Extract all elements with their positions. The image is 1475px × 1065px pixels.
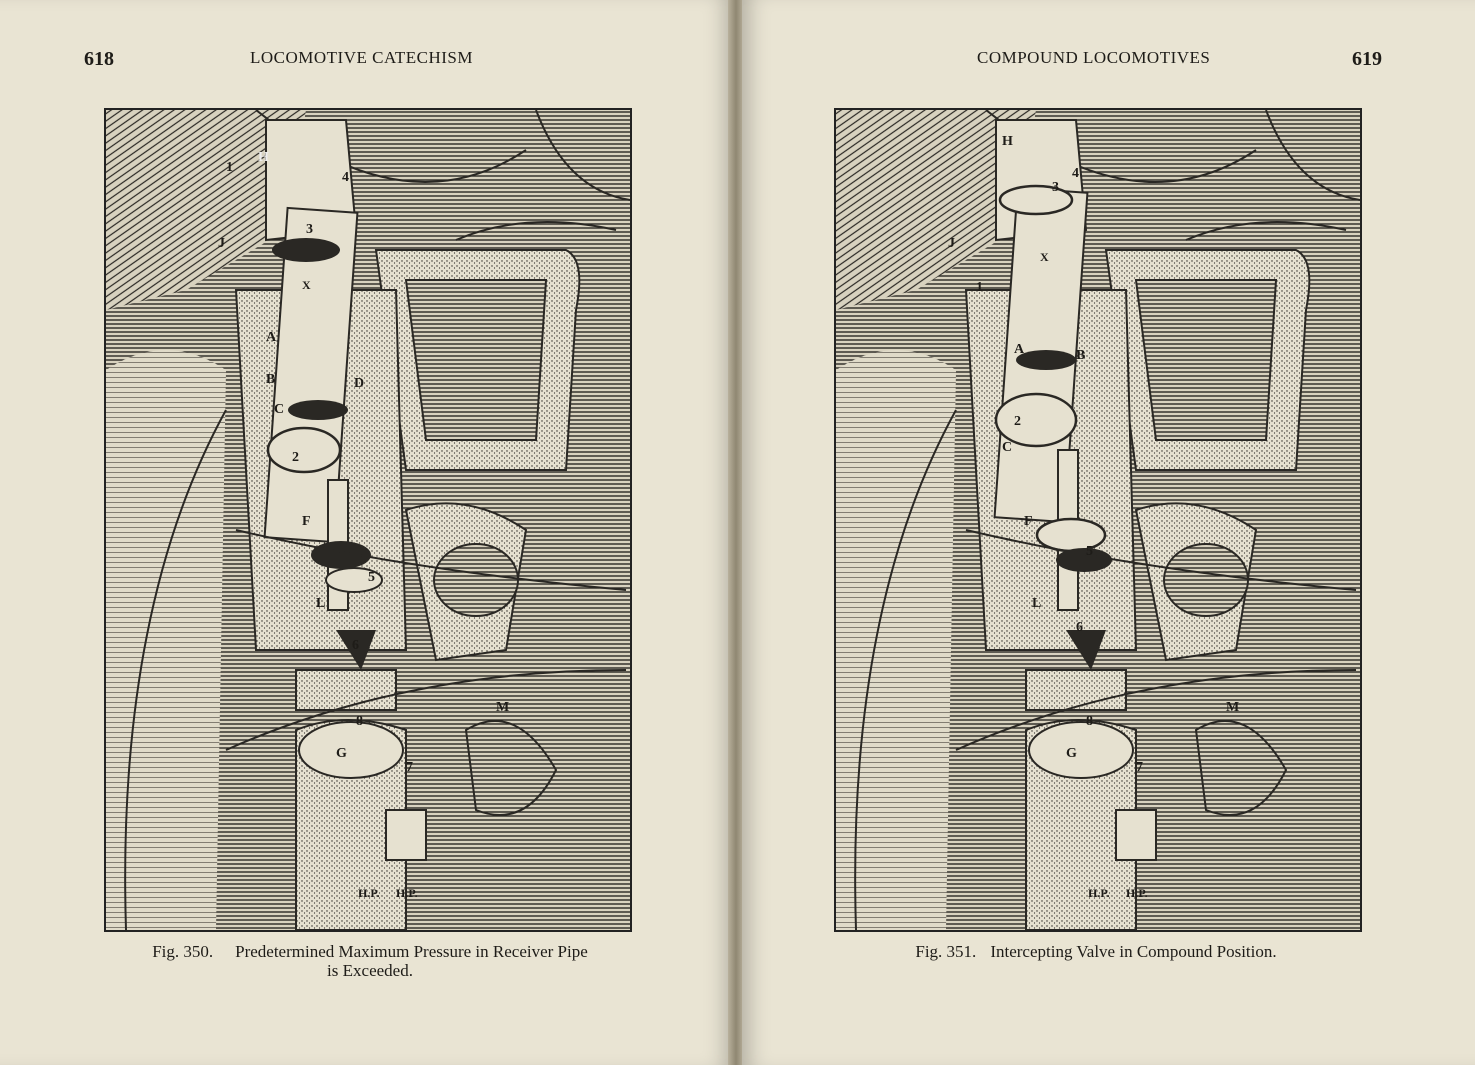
label-g: G [1066, 746, 1077, 761]
left-running-head: LOCOMOTIVE CATECHISM [250, 48, 473, 67]
label-7: 7 [406, 760, 413, 775]
figure-350-caption-line-2: is Exceeded. [327, 961, 413, 980]
label-3: 3 [306, 222, 313, 237]
label-5: 5 [368, 570, 375, 585]
label-1: 1 [226, 160, 233, 175]
figure-351-caption [834, 942, 1358, 961]
label-a: A [266, 330, 277, 345]
intercepting-valve-engraving-351 [836, 110, 1360, 930]
label-j: J [948, 236, 955, 251]
label-6: 6 [352, 638, 359, 653]
label-d: D [354, 376, 365, 391]
label-a: A [1014, 342, 1025, 357]
intercepting-valve-engraving-350 [106, 110, 630, 930]
label-x: X [302, 278, 311, 292]
label-6: 6 [1076, 620, 1083, 635]
label-3: 3 [1052, 180, 1059, 195]
label-8: 8 [356, 714, 363, 729]
label-8: 8 [1086, 714, 1093, 729]
label-4: 4 [342, 170, 349, 185]
label-4: 4 [1072, 166, 1079, 181]
label-b: B [1076, 348, 1086, 363]
label-2: 2 [1014, 414, 1021, 429]
label-x: X [1040, 250, 1049, 264]
label-hp-2: H.P. [1126, 886, 1148, 900]
label-b: B [266, 372, 276, 387]
figure-350-number: Fig. 350. [152, 942, 214, 961]
label-c: C [274, 402, 285, 417]
label-l: L [1032, 596, 1042, 611]
label-m: M [1226, 700, 1240, 715]
figure-350-illustration [104, 108, 632, 932]
label-hp-2: H.P. [396, 886, 418, 900]
label-h: H [258, 150, 269, 165]
right-running-head: COMPOUND LOCOMOTIVES [977, 48, 1211, 67]
figure-351-caption-text: Intercepting Valve in Compound Position. [990, 942, 1277, 961]
label-7: 7 [1136, 760, 1143, 775]
figure-350-caption [84, 942, 656, 980]
figure-351-number: Fig. 351. [915, 942, 977, 961]
right-page [742, 0, 1475, 1065]
label-c: C [1002, 440, 1013, 455]
label-f: F [302, 514, 311, 529]
label-f: F [1024, 514, 1033, 529]
label-2: 2 [292, 450, 299, 465]
left-page-number: 618 [84, 48, 114, 70]
label-l: L [316, 596, 326, 611]
label-h: H [1002, 134, 1013, 149]
label-5: 5 [1086, 544, 1093, 559]
label-1: 1 [976, 280, 983, 295]
figure-350-caption-line-1: Predetermined Maximum Pressure in Receiver Pipe [235, 942, 588, 961]
label-hp-1: H.P. [358, 886, 380, 900]
label-j: J [218, 236, 225, 251]
left-page [0, 0, 732, 1065]
label-m: M [496, 700, 510, 715]
right-page-number: 619 [1352, 48, 1382, 70]
label-g: G [336, 746, 347, 761]
label-hp-1: H.P. [1088, 886, 1110, 900]
figure-351-illustration [834, 108, 1362, 932]
